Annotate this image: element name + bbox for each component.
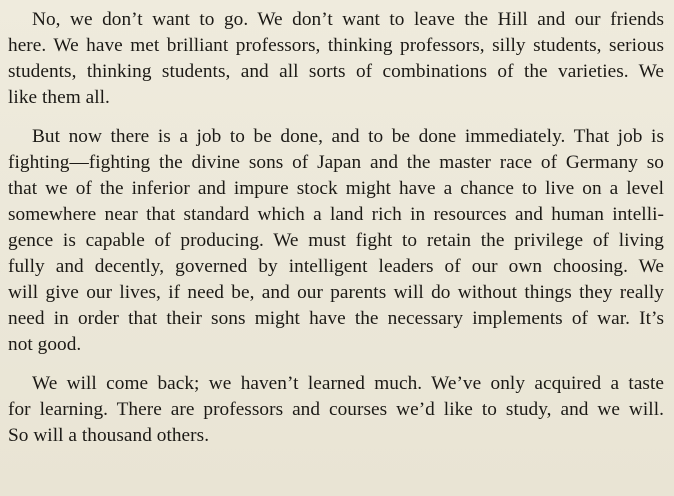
paragraph-3	[8, 371, 664, 449]
text-line: that we of the inferior and impure stock might have a chance to live on a level	[8, 178, 664, 199]
text-line: fighting—fighting the divine sons of Japan and the master race of Germany so	[8, 152, 664, 173]
text-line: here. We have met brilliant professors, thinking professors, silly students, serious	[8, 35, 664, 56]
text-line: for learning. There are professors and courses we’d like to study, and we will.	[8, 399, 664, 420]
text-line: students, thinking students, and all sorts of combinations of the varieties. We	[8, 61, 664, 82]
text-line: not good.	[8, 334, 82, 355]
text-line: We will come back; we haven’t learned much. We’ve only acquired a taste	[32, 373, 664, 394]
text-line: somewhere near that standard which a land rich in resources and human intelli-	[8, 204, 664, 225]
text-line: No, we don’t want to go. We don’t want to leave the Hill and our friends	[32, 9, 664, 30]
paragraph-1	[8, 7, 664, 111]
text-line: need in order that their sons might have the necessary implements of war. It’s	[8, 308, 664, 329]
text-line: But now there is a job to be done, and to be done immediately. That job is	[32, 126, 664, 147]
text-line: gence is capable of producing. We must fight to retain the privilege of living	[8, 230, 664, 251]
text-line: like them all.	[8, 87, 110, 108]
paragraph-2	[8, 124, 664, 358]
text-line: fully and decently, governed by intelligent leaders of our own choosing. We	[8, 256, 664, 277]
text-line: So will a thousand others.	[8, 425, 210, 446]
text-body	[8, 7, 664, 449]
text-line: will give our lives, if need be, and our parents will do without things they really	[8, 282, 664, 303]
